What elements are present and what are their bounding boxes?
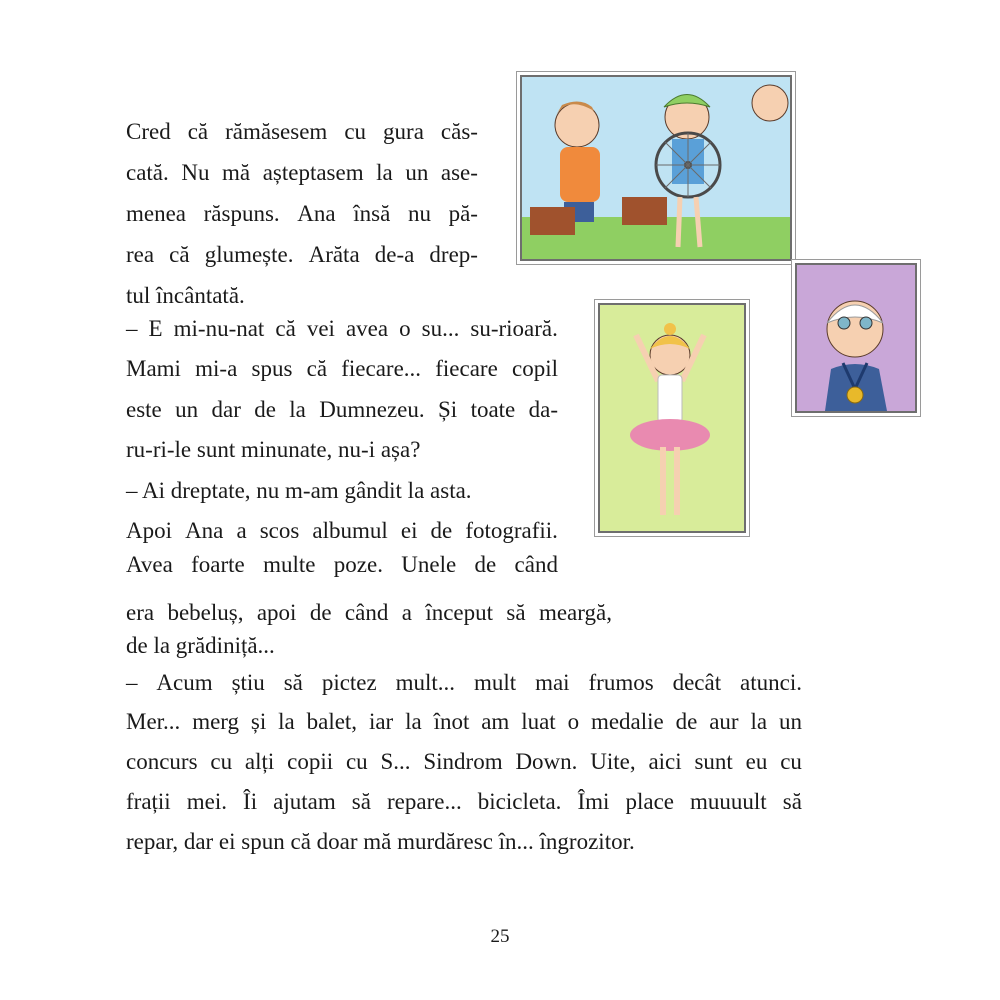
word: poze. — [333, 552, 383, 577]
word: că — [275, 316, 296, 341]
word: su-rioară. — [470, 316, 558, 341]
word: Mer... — [126, 709, 181, 734]
text-line — [126, 787, 802, 817]
text-line — [126, 199, 478, 229]
word: Apoi — [126, 518, 172, 543]
word: Uite, — [590, 749, 636, 774]
word: – — [126, 316, 138, 341]
word: de — [309, 600, 332, 625]
word: albumul — [312, 518, 388, 543]
word: cu — [780, 749, 802, 774]
word: cu — [344, 119, 367, 144]
word: era — [126, 600, 155, 625]
word: avea — [345, 316, 389, 341]
word: Down. — [515, 749, 578, 774]
word: copii — [287, 749, 334, 774]
word: pă- — [448, 201, 478, 226]
word: Acum — [156, 670, 213, 695]
word: Cred — [126, 119, 171, 144]
bicycle-repair-illustration — [522, 77, 790, 259]
word: ase- — [440, 160, 478, 185]
word: și — [250, 709, 267, 734]
text-line — [126, 314, 558, 344]
text-line: de la grădiniță... — [126, 633, 275, 658]
word: Și — [438, 397, 458, 422]
word: este — [126, 397, 162, 422]
word: că — [187, 119, 209, 144]
text-line — [126, 240, 478, 270]
word: cu — [345, 749, 368, 774]
text-line — [126, 747, 802, 777]
word: aur — [709, 709, 739, 734]
text-line — [126, 707, 802, 737]
word: fiecare... — [341, 356, 422, 381]
word: o — [399, 316, 411, 341]
word: mult... — [395, 670, 456, 695]
word: știu — [231, 670, 265, 695]
text-line: – Ai dreptate, nu m-am gândit la asta. — [126, 478, 472, 503]
word: la — [750, 709, 768, 734]
word: fotografii. — [465, 518, 558, 543]
word: Dumnezeu. — [319, 397, 425, 422]
page-number: 25 — [490, 926, 510, 947]
word: mă — [222, 160, 251, 185]
word: merg — [192, 709, 240, 734]
word: că — [306, 356, 328, 381]
word: început — [425, 600, 494, 625]
word: meargă, — [538, 600, 612, 625]
word: aici — [648, 749, 682, 774]
word: repare... — [387, 789, 462, 814]
word: apoi — [256, 600, 297, 625]
word: înot — [433, 709, 470, 734]
bicycle-repair-photo — [520, 75, 792, 261]
word: da- — [528, 397, 558, 422]
word: rămăsesem — [225, 119, 328, 144]
word: pictez — [321, 670, 377, 695]
word: S... — [380, 749, 411, 774]
word: de-a — [374, 242, 415, 267]
word: să — [782, 789, 802, 814]
word: atunci. — [740, 670, 802, 695]
word: mult — [473, 670, 517, 695]
word: un — [405, 160, 429, 185]
text-line — [126, 395, 558, 425]
word: Îi — [243, 789, 258, 814]
word: să — [506, 600, 526, 625]
word: căs- — [440, 119, 478, 144]
word: o — [567, 709, 580, 734]
word: E — [148, 316, 163, 341]
word: a — [401, 600, 412, 625]
word: Ana — [297, 201, 336, 226]
word: mai — [535, 670, 570, 695]
word: multe — [263, 552, 316, 577]
word: place — [625, 789, 674, 814]
word: bebeluș, — [167, 600, 244, 625]
word: cu — [210, 749, 233, 774]
text-line: ru-ri-le sunt minunate, nu-i așa? — [126, 437, 421, 462]
word: frumos — [588, 670, 654, 695]
word: Sindrom — [423, 749, 503, 774]
text-line — [126, 354, 558, 384]
word: Avea — [126, 552, 173, 577]
word: balet, — [306, 709, 358, 734]
text-line — [126, 598, 612, 628]
word: spus — [251, 356, 293, 381]
word: vei — [306, 316, 335, 341]
word: – — [126, 670, 138, 695]
word: glumește. — [204, 242, 294, 267]
word: a — [236, 518, 247, 543]
word: drep- — [429, 242, 478, 267]
word: că — [169, 242, 190, 267]
word: la — [289, 397, 306, 422]
word: iar — [368, 709, 394, 734]
ballet-illustration — [600, 305, 744, 531]
word: decât — [672, 670, 722, 695]
word: mi-a — [195, 356, 238, 381]
word: copil — [512, 356, 558, 381]
word: scos — [259, 518, 300, 543]
word: cată. — [126, 160, 169, 185]
swimming-medal-illustration — [797, 265, 915, 411]
word: la — [278, 709, 295, 734]
word: însă — [353, 201, 391, 226]
word: alți — [244, 749, 275, 774]
word: la — [376, 160, 393, 185]
text-line: repar, dar ei spun că doar mă murdăresc în... îngrozitor. — [126, 829, 635, 854]
word: bicicleta. — [477, 789, 562, 814]
text-line — [126, 668, 802, 698]
word: de — [474, 552, 497, 577]
word: mi-nu-nat — [173, 316, 265, 341]
word: nu — [407, 201, 431, 226]
word: foarte — [191, 552, 245, 577]
word: am — [481, 709, 510, 734]
word: frații — [126, 789, 171, 814]
ballet-photo — [598, 303, 746, 533]
word: medalie — [590, 709, 664, 734]
word: de — [430, 518, 453, 543]
word: su... — [421, 316, 460, 341]
word: muuuult — [690, 789, 767, 814]
word: ajutam — [273, 789, 336, 814]
text-line: tul încântată. — [126, 283, 245, 308]
word: de — [254, 397, 276, 422]
word: la — [405, 709, 422, 734]
word: menea — [126, 201, 187, 226]
text-line — [126, 516, 558, 546]
word: sunt — [694, 749, 733, 774]
word: eu — [745, 749, 768, 774]
word: concurs — [126, 749, 198, 774]
word: toate — [470, 397, 516, 422]
text-line — [126, 117, 478, 147]
text-line — [126, 158, 478, 188]
word: să — [283, 670, 303, 695]
word: când — [344, 600, 389, 625]
word: gura — [383, 119, 424, 144]
word: dar — [211, 397, 241, 422]
text-line — [126, 550, 558, 580]
word: Unele — [401, 552, 457, 577]
word: Îmi — [577, 789, 610, 814]
word: răspuns. — [203, 201, 280, 226]
word: rea — [126, 242, 155, 267]
word: Mami — [126, 356, 181, 381]
swimming-medal-photo — [795, 263, 917, 413]
word: să — [351, 789, 371, 814]
word: fiecare — [435, 356, 498, 381]
word: ei — [400, 518, 418, 543]
word: Arăta — [308, 242, 360, 267]
word: Nu — [181, 160, 210, 185]
word: un — [778, 709, 802, 734]
word: mei. — [186, 789, 227, 814]
word: de — [675, 709, 698, 734]
word: când — [514, 552, 558, 577]
word: Ana — [185, 518, 224, 543]
word: luat — [521, 709, 556, 734]
word: un — [175, 397, 199, 422]
word: așteptasem — [262, 160, 364, 185]
